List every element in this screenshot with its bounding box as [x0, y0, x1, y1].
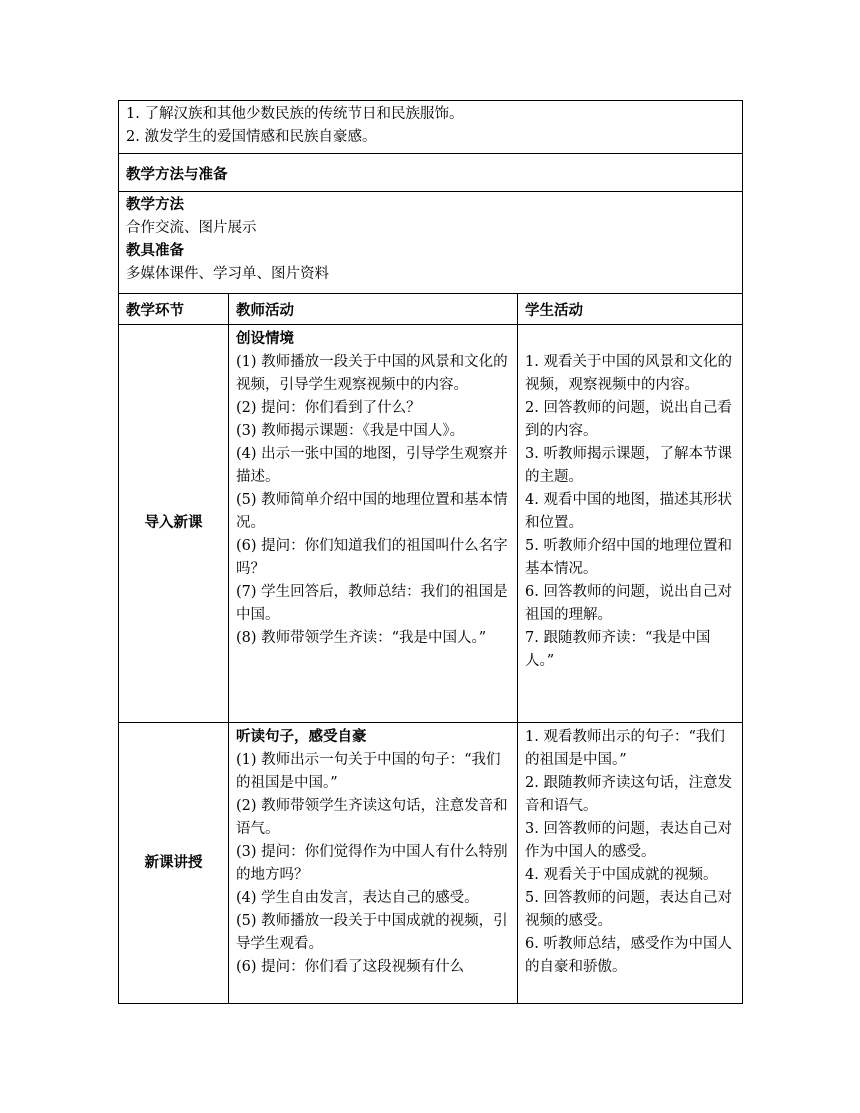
teacher-activity-item: (2) 提问：你们看到了什么？	[236, 400, 421, 416]
teacher-activity-item: (5) 教师播放一段关于中国成就的视频，引导学生观看。	[236, 913, 508, 952]
student-activity-item: 1. 观看关于中国的风景和文化的视频，观察视频中的内容。	[525, 354, 732, 393]
header-teacher: 教师活动	[229, 294, 518, 325]
student-activity-item: 4. 观看中国的地图，描述其形状和位置。	[525, 492, 732, 531]
student-activity-item: 1. 观看教师出示的句子：“我们的祖国是中国。”	[525, 729, 725, 768]
methods-content-row	[119, 192, 743, 294]
objective-item: 1. 了解汉族和其他少数民族的传统节日和民族服饰。	[126, 106, 464, 122]
student-activity-item: 5. 回答教师的问题，表达自己对视频的感受。	[525, 890, 732, 929]
lesson-plan-page	[118, 100, 742, 1004]
teacher-activity-item: (4) 学生自由发言，表达自己的感受。	[236, 890, 479, 906]
teacher-activity-item: (8) 教师带领学生齐读：“我是中国人。”	[236, 630, 487, 646]
stage-cell	[119, 325, 229, 723]
lesson-plan-table	[118, 100, 743, 1004]
header-student: 学生活动	[518, 294, 743, 325]
objective-item: 2. 激发学生的爱国情感和民族自豪感。	[126, 129, 377, 145]
teacher-activity-cell	[229, 325, 518, 723]
student-activity-item: 2. 跟随教师齐读这句话，注意发音和语气。	[525, 775, 732, 814]
method-label: 教学方法	[126, 197, 184, 213]
method-text: 合作交流、图片展示	[126, 220, 257, 236]
student-activity-item: 3. 回答教师的问题，表达自己对作为中国人的感受。	[525, 821, 732, 860]
table-row	[119, 325, 743, 723]
teacher-activity-item: (1) 教师出示一句关于中国的句子：“我们的祖国是中国。”	[236, 752, 501, 791]
student-activity-item: 3. 听教师揭示课题，了解本节课的主题。	[525, 446, 732, 485]
stage-label: 新课讲授	[144, 854, 203, 871]
student-activity-cell	[518, 325, 743, 723]
tools-label: 教具准备	[126, 243, 184, 259]
section-title: 教学方法与准备	[126, 167, 228, 183]
teacher-activity-item: (2) 教师带领学生齐读这句话，注意发音和语气。	[236, 798, 508, 837]
teacher-activity-item: (4) 出示一张中国的地图，引导学生观察并描述。	[236, 446, 508, 485]
teacher-activity-title: 听读句子，感受自豪	[236, 729, 367, 745]
teacher-activity-item: (1) 教师播放一段关于中国的风景和文化的视频，引导学生观察视频中的内容。	[236, 354, 508, 393]
header-stage: 教学环节	[119, 294, 229, 325]
teacher-activity-cell	[229, 723, 518, 1004]
teacher-activity-item: (3) 教师揭示课题：《我是中国人》。	[236, 423, 465, 439]
methods-content-cell	[119, 192, 743, 294]
table-row	[119, 723, 743, 1004]
stage-cell	[119, 723, 229, 1004]
teacher-activity-item: (6) 提问：你们知道我们的祖国叫什么名字吗？	[236, 538, 508, 577]
student-activity-item: 5. 听教师介绍中国的地理位置和基本情况。	[525, 538, 732, 577]
teacher-activity-item: (7) 学生回答后，教师总结：我们的祖国是中国。	[236, 584, 508, 623]
table-header-row	[119, 294, 743, 325]
student-activity-item: 6. 听教师总结，感受作为中国人的自豪和骄傲。	[525, 936, 732, 975]
student-activity-item: 6. 回答教师的问题，说出自己对祖国的理解。	[525, 584, 732, 623]
teacher-activity-item: (3) 提问：你们觉得作为中国人有什么特别的地方吗？	[236, 844, 508, 883]
teacher-activity-title: 创设情境	[236, 331, 294, 347]
student-activity-item: 2. 回答教师的问题，说出自己看到的内容。	[525, 400, 732, 439]
student-activity-cell	[518, 723, 743, 1004]
objectives-row	[119, 101, 743, 154]
stage-label: 导入新课	[144, 515, 203, 531]
student-activity-item: 7. 跟随教师齐读：“我是中国人。”	[525, 630, 711, 669]
objectives-cell	[119, 101, 743, 154]
student-activity-item: 4. 观看关于中国成就的视频。	[525, 867, 718, 883]
teacher-activity-item: (5) 教师简单介绍中国的地理位置和基本情况。	[236, 492, 508, 531]
methods-title-cell	[119, 154, 743, 192]
teacher-activity-item: (6) 提问：你们看了这段视频有什么	[236, 959, 465, 975]
methods-title-row	[119, 154, 743, 192]
tools-text: 多媒体课件、学习单、图片资料	[126, 266, 329, 282]
